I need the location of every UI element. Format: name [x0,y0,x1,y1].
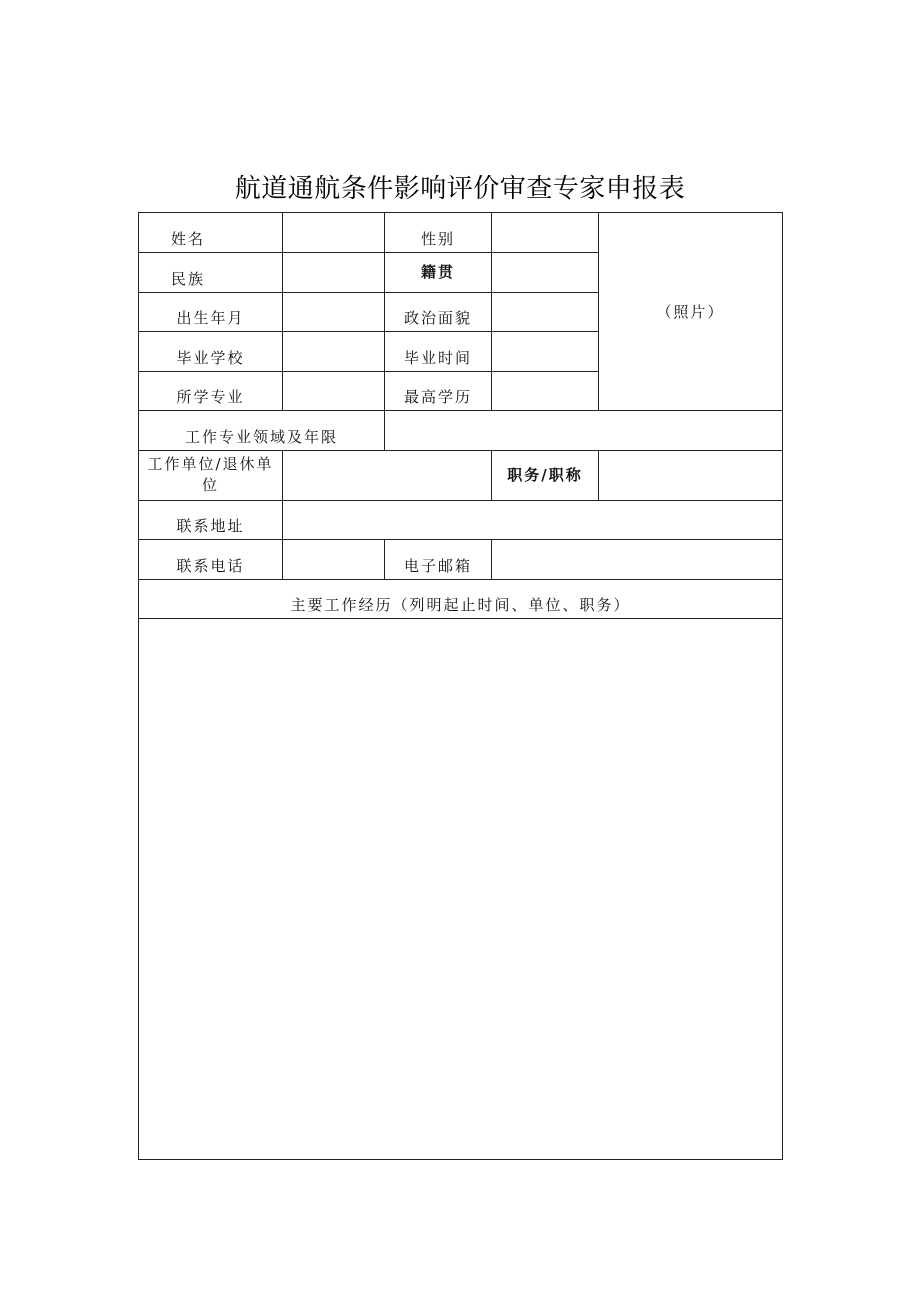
work-field-field[interactable] [385,411,783,451]
work-field-label: 工作专业领域及年限 [139,411,385,451]
address-field[interactable] [283,501,783,540]
education-field[interactable] [492,372,599,411]
work-history-field[interactable] [139,619,783,1160]
native-place-field[interactable] [492,253,599,293]
ethnicity-label: 民族 [139,253,283,293]
major-label: 所学专业 [139,372,283,411]
gender-label: 性别 [385,213,492,253]
position-field[interactable] [599,451,783,501]
education-label: 最高学历 [385,372,492,411]
work-history-heading: 主要工作经历（列明起止时间、单位、职务） [139,580,783,619]
school-label: 毕业学校 [139,332,283,372]
native-place-label: 籍贯 [385,253,492,293]
position-label: 职务/职称 [492,451,599,501]
address-label: 联系地址 [139,501,283,540]
name-label: 姓名 [139,213,283,253]
birth-label: 出生年月 [139,293,283,332]
gender-field[interactable] [492,213,599,253]
application-form-table [138,212,783,1160]
employer-label: 工作单位/退休单位 [139,451,283,501]
birth-field[interactable] [283,293,385,332]
phone-label: 联系电话 [139,540,283,580]
major-field[interactable] [283,372,385,411]
form-title: 航道通航条件影响评价审查专家申报表 [234,174,686,204]
email-field[interactable] [492,540,783,580]
name-field[interactable] [283,213,385,253]
employer-field[interactable] [283,451,492,501]
grad-time-field[interactable] [492,332,599,372]
school-field[interactable] [283,332,385,372]
photo-box: （照片） [599,213,783,411]
phone-field[interactable] [283,540,385,580]
ethnicity-field[interactable] [283,253,385,293]
email-label: 电子邮箱 [385,540,492,580]
political-status-label: 政治面貌 [385,293,492,332]
grad-time-label: 毕业时间 [385,332,492,372]
political-status-field[interactable] [492,293,599,332]
